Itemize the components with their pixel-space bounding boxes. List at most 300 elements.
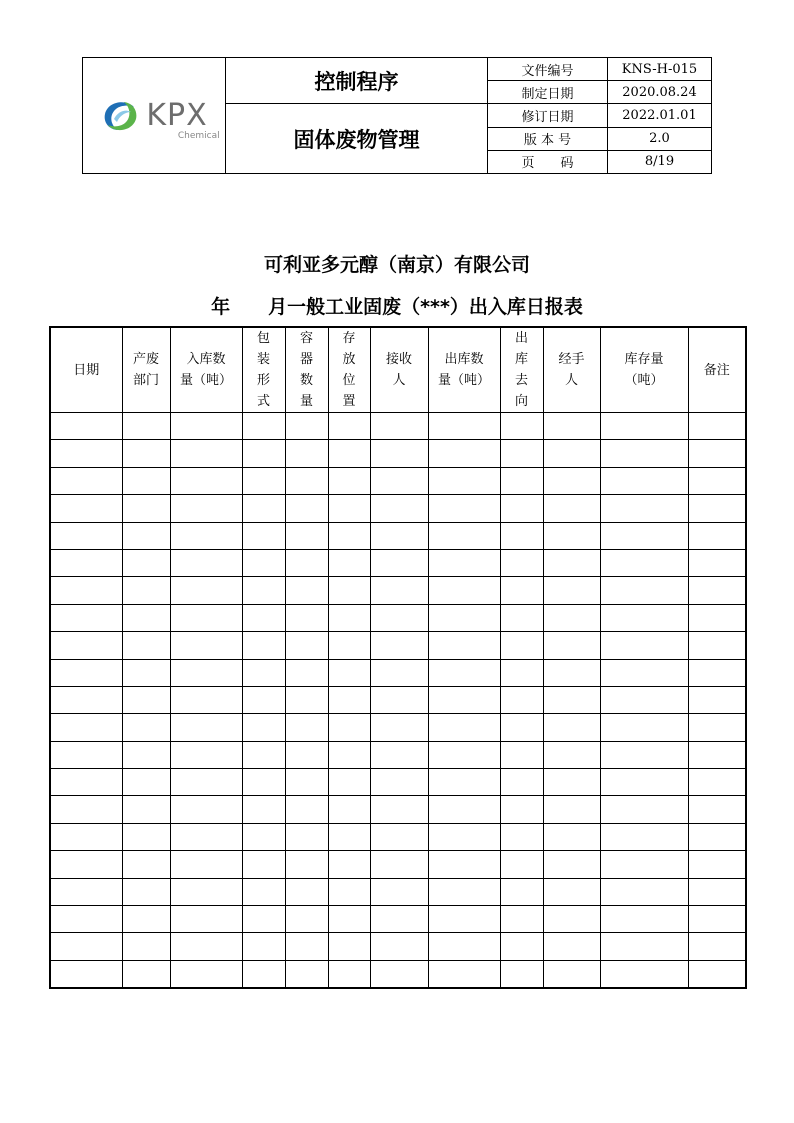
table-cell [370, 933, 428, 960]
table-cell [328, 714, 370, 741]
meta-key: 页 码 [488, 150, 608, 173]
table-cell [50, 659, 122, 686]
table-cell [370, 467, 428, 494]
table-cell [600, 769, 688, 796]
table-cell [122, 686, 170, 713]
table-cell [50, 577, 122, 604]
table-cell [428, 413, 500, 440]
table-cell [600, 604, 688, 631]
table-row [50, 413, 746, 440]
table-cell [122, 714, 170, 741]
table-cell [50, 495, 122, 522]
logo-subtitle: Chemical [177, 130, 220, 141]
table-cell [285, 933, 328, 960]
table-cell [543, 440, 600, 467]
column-header-packaging: 包 装 形 式 [242, 327, 285, 413]
table-cell [122, 741, 170, 768]
table-row [50, 604, 746, 631]
company-logo [83, 97, 225, 141]
meta-key: 版 本 号 [488, 127, 608, 150]
table-cell [122, 522, 170, 549]
table-cell [285, 714, 328, 741]
table-cell [370, 714, 428, 741]
table-cell [328, 495, 370, 522]
table-cell [428, 769, 500, 796]
table-cell [688, 714, 746, 741]
table-cell [50, 823, 122, 850]
table-cell [122, 960, 170, 988]
table-cell [370, 960, 428, 988]
table-cell [543, 796, 600, 823]
table-row [50, 686, 746, 713]
table-cell [170, 741, 242, 768]
column-header-stock: 库存量 （吨） [600, 327, 688, 413]
table-cell [242, 686, 285, 713]
table-cell [285, 495, 328, 522]
table-cell [242, 851, 285, 878]
column-header-remarks: 备注 [688, 327, 746, 413]
table-cell [50, 741, 122, 768]
table-cell [50, 796, 122, 823]
table-cell [688, 632, 746, 659]
table-cell [428, 741, 500, 768]
table-cell [500, 495, 543, 522]
table-row [50, 632, 746, 659]
table-cell [543, 467, 600, 494]
table-cell [370, 851, 428, 878]
table-cell [50, 467, 122, 494]
table-row [50, 851, 746, 878]
table-cell [50, 686, 122, 713]
table-cell [122, 906, 170, 933]
table-cell [500, 413, 543, 440]
table-cell [500, 878, 543, 905]
table-cell [328, 823, 370, 850]
table-row [50, 440, 746, 467]
column-header-out-qty: 出库数 量（吨） [428, 327, 500, 413]
table-cell [688, 522, 746, 549]
meta-key: 修订日期 [488, 104, 608, 127]
table-cell [688, 577, 746, 604]
table-cell [543, 878, 600, 905]
table-cell [328, 686, 370, 713]
meta-value: 2020.08.24 [608, 81, 712, 104]
table-cell [50, 714, 122, 741]
table-cell [688, 413, 746, 440]
table-cell [543, 413, 600, 440]
table-cell [170, 413, 242, 440]
column-header-handler: 经手 人 [543, 327, 600, 413]
table-cell [543, 906, 600, 933]
table-cell [285, 851, 328, 878]
table-cell [600, 440, 688, 467]
table-cell [370, 632, 428, 659]
table-cell [328, 549, 370, 576]
table-cell [500, 467, 543, 494]
table-cell [328, 851, 370, 878]
table-cell [170, 769, 242, 796]
table-cell [688, 933, 746, 960]
table-cell [242, 440, 285, 467]
table-cell [688, 796, 746, 823]
table-cell [428, 906, 500, 933]
table-cell [600, 413, 688, 440]
table-cell [50, 522, 122, 549]
table-cell [285, 467, 328, 494]
table-cell [242, 714, 285, 741]
table-cell [600, 906, 688, 933]
table-cell [328, 440, 370, 467]
table-cell [242, 467, 285, 494]
table-cell [170, 960, 242, 988]
table-cell [122, 495, 170, 522]
table-cell [122, 659, 170, 686]
table-cell [370, 823, 428, 850]
table-cell [170, 604, 242, 631]
table-cell [242, 549, 285, 576]
table-cell [370, 577, 428, 604]
table-cell [122, 823, 170, 850]
table-cell [543, 632, 600, 659]
table-cell [500, 741, 543, 768]
table-cell [428, 960, 500, 988]
table-cell [285, 769, 328, 796]
table-cell [600, 495, 688, 522]
table-cell [500, 796, 543, 823]
table-cell [242, 906, 285, 933]
table-cell [285, 549, 328, 576]
table-cell [543, 769, 600, 796]
logo-cell [83, 58, 226, 174]
table-cell [170, 823, 242, 850]
table-cell [600, 796, 688, 823]
document-header [82, 57, 712, 174]
table-cell [285, 604, 328, 631]
table-cell [50, 604, 122, 631]
table-cell [428, 823, 500, 850]
column-header-receiver: 接收 人 [370, 327, 428, 413]
table-cell [543, 851, 600, 878]
table-cell [50, 851, 122, 878]
table-cell [428, 522, 500, 549]
table-cell [428, 851, 500, 878]
table-cell [500, 440, 543, 467]
table-cell [122, 632, 170, 659]
table-cell [170, 796, 242, 823]
table-cell [122, 796, 170, 823]
table-cell [500, 604, 543, 631]
table-cell [242, 632, 285, 659]
table-cell [50, 906, 122, 933]
table-cell [428, 878, 500, 905]
table-cell [500, 714, 543, 741]
table-cell [242, 769, 285, 796]
table-cell [122, 933, 170, 960]
table-cell [170, 440, 242, 467]
table-cell [500, 659, 543, 686]
table-cell [328, 522, 370, 549]
table-cell [285, 960, 328, 988]
table-cell [688, 878, 746, 905]
table-cell [428, 632, 500, 659]
table-cell [285, 796, 328, 823]
doc-subject-title: 固体废物管理 [226, 104, 488, 174]
table-cell [50, 769, 122, 796]
table-cell [543, 577, 600, 604]
table-cell [170, 906, 242, 933]
table-cell [500, 851, 543, 878]
column-header-location: 存 放 位 置 [328, 327, 370, 413]
table-cell [285, 823, 328, 850]
table-cell [600, 632, 688, 659]
table-cell [600, 577, 688, 604]
table-cell [50, 960, 122, 988]
table-cell [500, 522, 543, 549]
table-cell [285, 577, 328, 604]
logo-wordmark: KPX [146, 97, 208, 133]
table-cell [543, 659, 600, 686]
table-cell [328, 933, 370, 960]
table-cell [370, 549, 428, 576]
table-cell [428, 495, 500, 522]
table-cell [370, 878, 428, 905]
doc-type-title: 控制程序 [226, 58, 488, 104]
table-cell [428, 604, 500, 631]
table-row [50, 769, 746, 796]
meta-key: 制定日期 [488, 81, 608, 104]
table-cell [370, 769, 428, 796]
table-row [50, 522, 746, 549]
table-cell [543, 522, 600, 549]
table-cell [600, 659, 688, 686]
table-cell [242, 577, 285, 604]
table-cell [688, 549, 746, 576]
table-cell [328, 577, 370, 604]
table-cell [170, 933, 242, 960]
table-cell [170, 577, 242, 604]
column-header-date: 日期 [50, 327, 122, 413]
table-cell [543, 960, 600, 988]
meta-value: 2022.01.01 [608, 104, 712, 127]
table-cell [285, 659, 328, 686]
table-cell [543, 495, 600, 522]
table-cell [428, 686, 500, 713]
table-cell [428, 549, 500, 576]
table-cell [543, 741, 600, 768]
table-cell [600, 878, 688, 905]
table-cell [688, 467, 746, 494]
table-cell [285, 440, 328, 467]
table-cell [688, 851, 746, 878]
table-cell [370, 686, 428, 713]
kpx-swirl-icon [100, 97, 140, 135]
table-row [50, 796, 746, 823]
table-cell [122, 604, 170, 631]
table-cell [242, 413, 285, 440]
table-cell [500, 577, 543, 604]
table-cell [328, 796, 370, 823]
table-cell [500, 769, 543, 796]
table-cell [500, 960, 543, 988]
table-cell [688, 495, 746, 522]
column-header-in-qty: 入库数 量（吨） [170, 327, 242, 413]
table-cell [242, 933, 285, 960]
table-cell [170, 659, 242, 686]
table-cell [688, 906, 746, 933]
table-cell [428, 714, 500, 741]
table-cell [50, 549, 122, 576]
column-header-container-count: 容 器 数 量 [285, 327, 328, 413]
table-cell [600, 933, 688, 960]
table-row [50, 495, 746, 522]
column-header-dept: 产废 部门 [122, 327, 170, 413]
table-cell [242, 960, 285, 988]
table-cell [543, 823, 600, 850]
table-row [50, 467, 746, 494]
table-row [50, 933, 746, 960]
table-cell [688, 769, 746, 796]
table-row [50, 906, 746, 933]
table-cell [170, 632, 242, 659]
table-cell [370, 796, 428, 823]
table-cell [688, 741, 746, 768]
table-cell [370, 413, 428, 440]
table-cell [285, 906, 328, 933]
table-row [50, 960, 746, 988]
table-cell [50, 413, 122, 440]
table-cell [500, 549, 543, 576]
table-row [50, 714, 746, 741]
table-cell [370, 604, 428, 631]
table-cell [688, 960, 746, 988]
meta-key: 文件编号 [488, 58, 608, 81]
table-cell [328, 659, 370, 686]
table-row [50, 741, 746, 768]
table-cell [122, 577, 170, 604]
meta-value: KNS-H-015 [608, 58, 712, 81]
table-body [50, 413, 746, 989]
table-cell [328, 906, 370, 933]
table-cell [428, 796, 500, 823]
table-cell [370, 495, 428, 522]
table-cell [370, 440, 428, 467]
table-cell [170, 495, 242, 522]
table-cell [328, 632, 370, 659]
table-cell [370, 741, 428, 768]
table-cell [328, 604, 370, 631]
table-row [50, 549, 746, 576]
table-cell [285, 522, 328, 549]
table-cell [242, 659, 285, 686]
table-cell [242, 522, 285, 549]
table-cell [500, 933, 543, 960]
table-cell [500, 906, 543, 933]
table-cell [122, 549, 170, 576]
table-cell [600, 467, 688, 494]
table-cell [50, 878, 122, 905]
table-cell [285, 741, 328, 768]
table-cell [170, 549, 242, 576]
table-cell [328, 467, 370, 494]
report-title: 年 月一般工业固废（***）出入库日报表 [211, 296, 583, 318]
table-cell [370, 906, 428, 933]
table-cell [428, 659, 500, 686]
column-header-destination: 出 库 去 向 [500, 327, 543, 413]
inventory-form-table [49, 326, 747, 989]
table-cell [242, 878, 285, 905]
table-cell [50, 933, 122, 960]
table-cell [285, 878, 328, 905]
table-cell [170, 522, 242, 549]
table-cell [242, 741, 285, 768]
table-cell [428, 467, 500, 494]
table-cell [370, 522, 428, 549]
table-cell [170, 851, 242, 878]
table-cell [170, 714, 242, 741]
meta-value: 8/19 [608, 150, 712, 173]
table-cell [242, 823, 285, 850]
table-cell [688, 604, 746, 631]
table-cell [328, 960, 370, 988]
table-cell [285, 632, 328, 659]
table-cell [122, 440, 170, 467]
table-cell [328, 413, 370, 440]
table-cell [600, 686, 688, 713]
table-cell [688, 686, 746, 713]
table-cell [500, 632, 543, 659]
table-cell [600, 851, 688, 878]
table-cell [370, 659, 428, 686]
table-cell [543, 714, 600, 741]
table-cell [122, 878, 170, 905]
table-cell [285, 413, 328, 440]
table-cell [328, 878, 370, 905]
table-cell [428, 440, 500, 467]
table-cell [122, 769, 170, 796]
table-cell [500, 823, 543, 850]
table-cell [543, 686, 600, 713]
company-name: 可利亚多元醇（南京）有限公司 [263, 254, 530, 276]
table-cell [285, 686, 328, 713]
table-cell [328, 741, 370, 768]
table-cell [170, 686, 242, 713]
table-cell [600, 714, 688, 741]
table-row [50, 577, 746, 604]
table-cell [242, 796, 285, 823]
table-cell [600, 960, 688, 988]
table-cell [122, 851, 170, 878]
table-cell [50, 440, 122, 467]
table-cell [600, 522, 688, 549]
table-cell [328, 769, 370, 796]
table-cell [600, 823, 688, 850]
table-cell [543, 604, 600, 631]
table-cell [600, 549, 688, 576]
table-cell [122, 467, 170, 494]
table-cell [688, 440, 746, 467]
table-cell [122, 413, 170, 440]
table-row [50, 659, 746, 686]
table-cell [428, 577, 500, 604]
table-cell [170, 467, 242, 494]
table-cell [688, 659, 746, 686]
table-cell [543, 933, 600, 960]
table-cell [600, 741, 688, 768]
table-row [50, 878, 746, 905]
table-cell [242, 604, 285, 631]
table-cell [543, 549, 600, 576]
table-header-row [50, 327, 746, 413]
